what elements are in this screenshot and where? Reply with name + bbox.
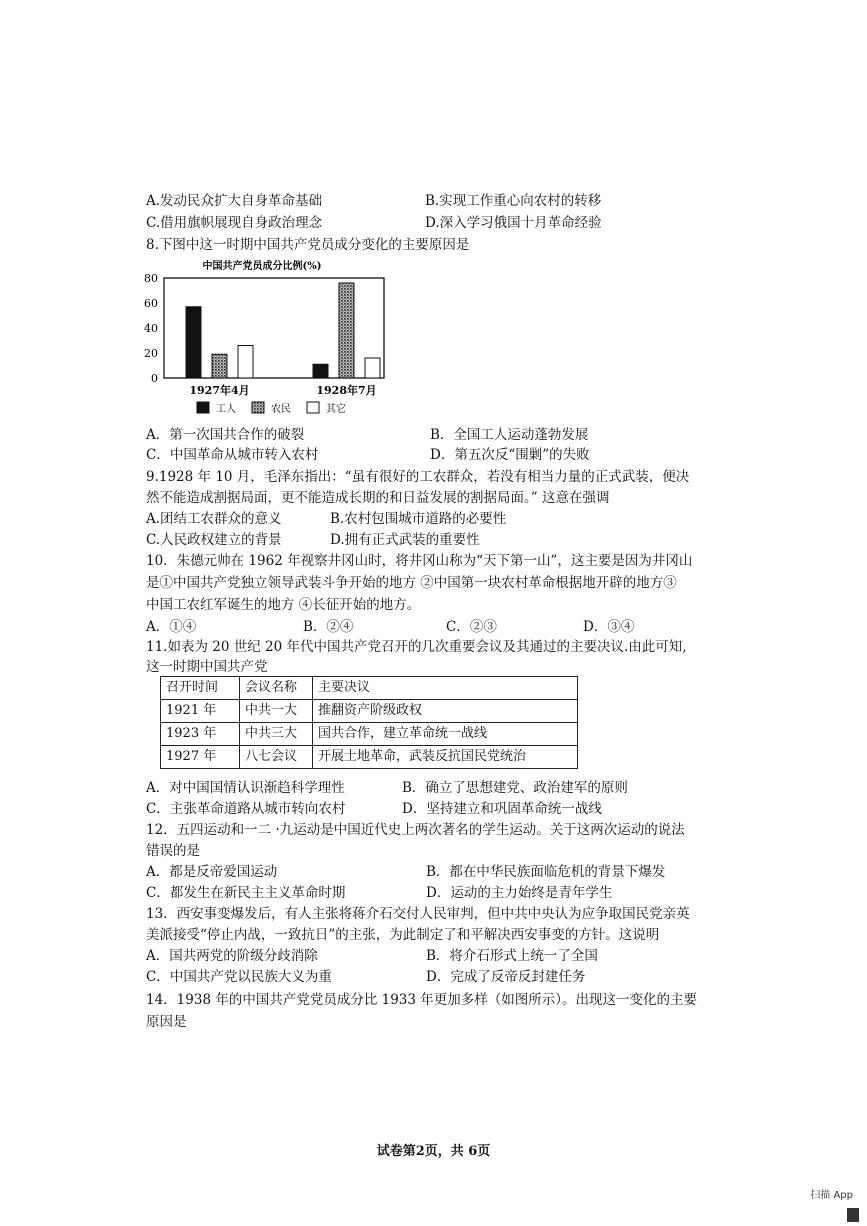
q9-option-b: B.农村包围城市道路的必要性 xyxy=(330,511,507,527)
q8-option-d: D．第五次反“围剿”的失败 xyxy=(430,447,590,463)
q13-option-c: C．中国共产党以民族大义为重 xyxy=(146,969,332,985)
q10-option-a: A．①④ xyxy=(146,619,197,635)
q10-line-1: 10．朱德元帅在 1962 年视察井冈山时，将井冈山称为“天下第一山”，这主要是因为井冈山 xyxy=(146,553,693,569)
q8-option-c: C．中国革命从城市转入农村 xyxy=(146,447,319,463)
scan-app-badge: 扫描 App xyxy=(810,1190,853,1201)
q14-line-2: 原因是 xyxy=(146,1014,187,1030)
q7-option-a: A.发动民众扩大自身革命基础 xyxy=(146,193,323,209)
q13-option-b: B．将介石形式上统一了全国 xyxy=(426,948,598,964)
table-header-cell: 召开时间 xyxy=(161,677,240,700)
bar-工人-1927年4月 xyxy=(186,307,201,378)
q8-stem: 8.下图中这一时期中国共产党员成分变化的主要原因是 xyxy=(146,237,470,253)
q13-option-d: D．完成了反帝反封建任务 xyxy=(426,969,586,985)
q10-option-b: B．②④ xyxy=(303,619,354,635)
x-category-label: 1928年7月 xyxy=(316,384,377,397)
y-tick-label: 20 xyxy=(144,347,158,360)
bar-工人-1928年7月 xyxy=(313,364,328,378)
y-tick-label: 80 xyxy=(144,272,158,285)
q11-option-c: C．主张革命道路从城市转向农村 xyxy=(146,801,346,817)
q10-option-d: D．③④ xyxy=(583,619,635,635)
table-cell: 1921 年 xyxy=(161,700,240,723)
corner-icon xyxy=(847,1208,859,1222)
x-category-label: 1927年4月 xyxy=(189,384,250,397)
legend-label: 其它 xyxy=(326,404,346,415)
table-cell: 1923 年 xyxy=(161,723,240,746)
q10-line-2: 是①中国共产党独立领导武装斗争开始的地方 ②中国第一块农村革命根据地开辟的地方③ xyxy=(146,575,677,591)
q11-line-2: 这一时期中国共产党 xyxy=(146,659,268,675)
y-tick-label: 40 xyxy=(144,322,158,335)
table-header-cell: 主要决议 xyxy=(313,677,578,700)
q9-option-c: C.人民政权建立的背景 xyxy=(146,532,282,548)
table-cell: 1927 年 xyxy=(161,746,240,769)
q12-option-d: D．运动的主力始终是青年学生 xyxy=(426,885,613,901)
q11-option-a: A．对中国国情认识渐趋科学理性 xyxy=(146,780,345,796)
bar-其它-1928年7月 xyxy=(365,358,380,378)
bar-农民-1927年4月 xyxy=(212,354,227,378)
q7-option-c: C.借用旗帜展现自身政治理念 xyxy=(146,215,323,231)
q10-line-3: 中国工农红军诞生的地方 ④长征开始的地方。 xyxy=(146,597,421,613)
legend-swatch xyxy=(197,402,209,413)
q13-option-a: A．国共两党的阶级分歧消除 xyxy=(146,948,318,964)
q9-option-d: D.拥有正式武装的重要性 xyxy=(330,532,480,548)
q9-line-1: 9.1928 年 10 月，毛泽东指出：“虽有很好的工农群众，若没有相当力量的正式武装，便决 xyxy=(146,469,690,485)
q8-option-b: B．全国工人运动蓬勃发展 xyxy=(430,427,589,443)
table-cell: 八七会议 xyxy=(240,746,313,769)
q10-option-c: C．②③ xyxy=(446,619,497,635)
page-footer: 试卷第2页，共 6页 xyxy=(376,1144,491,1159)
q8-option-a: A．第一次国共合作的破裂 xyxy=(146,427,305,443)
legend-swatch xyxy=(252,402,264,413)
q11-option-b: B．确立了思想建党、政治建军的原则 xyxy=(402,780,628,796)
q14-line-1: 14．1938 年的中国共产党党员成分比 1933 年更加多样（如图所示）。出现这一变化的主要 xyxy=(146,992,698,1008)
table-row xyxy=(161,700,578,723)
q12-option-c: C．都发生在新民主主义革命时期 xyxy=(146,885,346,901)
q7-option-d: D.深入学习俄国十月革命经验 xyxy=(425,215,602,231)
bar-农民-1928年7月 xyxy=(339,283,354,378)
q12-line-1: 12．五四运动和一二 ·九运动是中国近代史上两次著名的学生运动。关于这两次运动的说法 xyxy=(146,822,685,838)
table-cell: 国共合作，建立革命统一战线 xyxy=(313,723,578,746)
legend-label: 工人 xyxy=(216,404,236,415)
table-cell: 中共一大 xyxy=(240,700,313,723)
table-row xyxy=(161,746,578,769)
table-header-row xyxy=(161,677,578,700)
q7-option-b: B.实现工作重心向农村的转移 xyxy=(425,193,602,209)
q9-line-2: 然不能造成割据局面，更不能造成长期的和日益发展的割据局面。” 这意在强调 xyxy=(146,490,610,506)
y-tick-label: 60 xyxy=(144,297,158,310)
q11-option-d: D．坚持建立和巩固革命统一战线 xyxy=(402,801,602,817)
q13-line-1: 13．西安事变爆发后，有人主张将蒋介石交付人民审判，但中共中央认为应争取国民党亲英 xyxy=(146,906,690,922)
legend-swatch xyxy=(307,402,319,413)
table-header-cell: 会议名称 xyxy=(240,677,313,700)
q11-line-1: 11.如表为 20 世纪 20 年代中国共产党召开的几次重要会议及其通过的主要决议.由此可知, xyxy=(146,639,687,655)
q8-bar-chart xyxy=(140,255,400,420)
table-row xyxy=(161,723,578,746)
table-cell: 中共三大 xyxy=(240,723,313,746)
table-cell: 推翻资产阶级政权 xyxy=(313,700,578,723)
q13-line-2: 美派接受“停止内战，一致抗日”的主张，为此制定了和平解决西安事变的方针。这说明 xyxy=(146,927,660,943)
q12-option-b: B．都在中华民族面临危机的背景下爆发 xyxy=(426,864,666,880)
chart-title: 中国共产党员成分比例(%) xyxy=(202,261,322,272)
y-tick-label: 0 xyxy=(151,372,158,385)
q11-meeting-table xyxy=(160,676,578,769)
q12-line-2: 错误的是 xyxy=(146,843,200,859)
q12-option-a: A．都是反帝爱国运动 xyxy=(146,864,278,880)
bar-其它-1927年4月 xyxy=(238,346,253,379)
legend-label: 农民 xyxy=(271,404,291,415)
q9-option-a: A.团结工农群众的意义 xyxy=(146,511,282,527)
table-cell: 开展土地革命，武装反抗国民党统治 xyxy=(313,746,578,769)
